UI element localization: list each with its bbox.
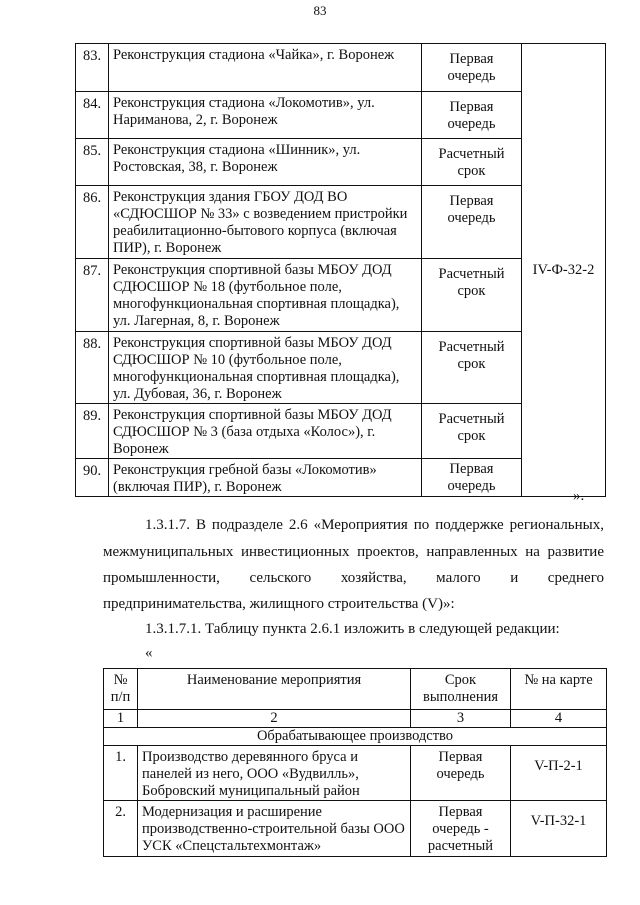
projects-table-continued	[75, 43, 606, 497]
header-num: № п/п	[104, 669, 138, 710]
project-name: Реконструкция стадиона «Локомотив», ул. Нариманова, 2, г. Воронеж	[109, 92, 422, 139]
column-index: 1	[104, 710, 138, 728]
table-row	[76, 44, 606, 92]
column-index-row	[104, 710, 607, 728]
row-number: 84.	[76, 92, 109, 139]
project-name: Реконструкция спортивной базы МБОУ ДОД СДЮСШОР № 3 (база отдыха «Колос»), г. Воронеж	[109, 404, 422, 459]
paragraph-line	[103, 540, 604, 565]
paragraph-text: 1.3.1.7.1. Таблицу пункта 2.6.1 изложить в следующей редакции:	[145, 621, 560, 637]
row-number: 83.	[76, 44, 109, 92]
project-name: Реконструкция гребной базы «Локомотив» (включая ПИР), г. Воронеж	[109, 459, 422, 497]
project-term: Расчетный срок	[422, 404, 522, 459]
paragraph-line	[145, 513, 604, 538]
project-name: Реконструкция спортивной базы МБОУ ДОД СДЮСШОР № 10 (футбольное поле, многофункциональная спортивная площадка), ул. Дубовая, 36, г. Воронеж	[109, 332, 422, 404]
column-index: 4	[511, 710, 607, 728]
measure-term: Первая очередь	[411, 746, 511, 801]
table-header-row	[104, 669, 607, 710]
header-map: № на карте	[511, 669, 607, 710]
map-code: IV-Ф-32-2	[522, 44, 606, 497]
table-row	[104, 801, 607, 857]
header-term: Срок выполнения	[411, 669, 511, 710]
measures-table	[103, 668, 607, 857]
section-title: Обрабатывающее производство	[104, 728, 607, 746]
section-row	[104, 728, 607, 746]
row-number: 2.	[104, 801, 138, 857]
header-name: Наименование мероприятия	[138, 669, 411, 710]
paragraph-text: 1.3.1.7. В подразделе 2.6 «Мероприятия по поддержке региональных,	[145, 517, 604, 533]
project-term: Первая очередь	[422, 92, 522, 139]
paragraph-text: промышленности, сельского хозяйства, малого и среднего	[103, 570, 604, 586]
project-name: Реконструкция стадиона «Шинник», ул. Ростовская, 38, г. Воронеж	[109, 139, 422, 186]
column-index: 3	[411, 710, 511, 728]
project-term: Первая очередь	[422, 44, 522, 92]
paragraph-text: предпринимательства, жилищного строительства (V)»:	[103, 596, 455, 612]
paragraph-text: межмуниципальных инвестиционных проектов, направленных на развитие	[103, 544, 604, 560]
measure-term: Первая очередь - расчетный	[411, 801, 511, 857]
paragraph-line	[145, 617, 604, 642]
project-term: Первая очередь	[422, 186, 522, 259]
closing-quote: ».	[573, 488, 585, 504]
measure-name: Модернизация и расширение производственно-строительной базы ООО УСК «Спецстальтехмонтаж»	[138, 801, 411, 857]
project-term: Первая очередь	[422, 459, 522, 497]
project-name: Реконструкция спортивной базы МБОУ ДОД СДЮСШОР № 18 (футбольное поле, многофункциональная спортивная площадка), ул. Лагерная, 8, г. Воронеж	[109, 259, 422, 332]
page-number: 83	[313, 3, 327, 18]
row-number: 87.	[76, 259, 109, 332]
row-number: 85.	[76, 139, 109, 186]
row-number: 1.	[104, 746, 138, 801]
map-code: V-П-2-1	[511, 746, 607, 801]
measure-name: Производство деревянного бруса и панелей из него, ООО «Вудвилль», Бобровский муниципальный район	[138, 746, 411, 801]
opening-quote: «	[145, 645, 153, 661]
project-term: Расчетный срок	[422, 332, 522, 404]
project-term: Расчетный срок	[422, 259, 522, 332]
table-row	[104, 746, 607, 801]
column-index: 2	[138, 710, 411, 728]
paragraph-line	[103, 592, 604, 617]
paragraph-line	[103, 566, 604, 591]
row-number: 88.	[76, 332, 109, 404]
row-number: 90.	[76, 459, 109, 497]
row-number: 86.	[76, 186, 109, 259]
project-name: Реконструкция стадиона «Чайка», г. Воронеж	[109, 44, 422, 92]
project-term: Расчетный срок	[422, 139, 522, 186]
map-code: V-П-32-1	[511, 801, 607, 857]
row-number: 89.	[76, 404, 109, 459]
project-name: Реконструкция здания ГБОУ ДОД ВО «СДЮСШОР № 33» с возведением пристройки реабилитационно-бытового корпуса (включая ПИР), г. Воронеж	[109, 186, 422, 259]
